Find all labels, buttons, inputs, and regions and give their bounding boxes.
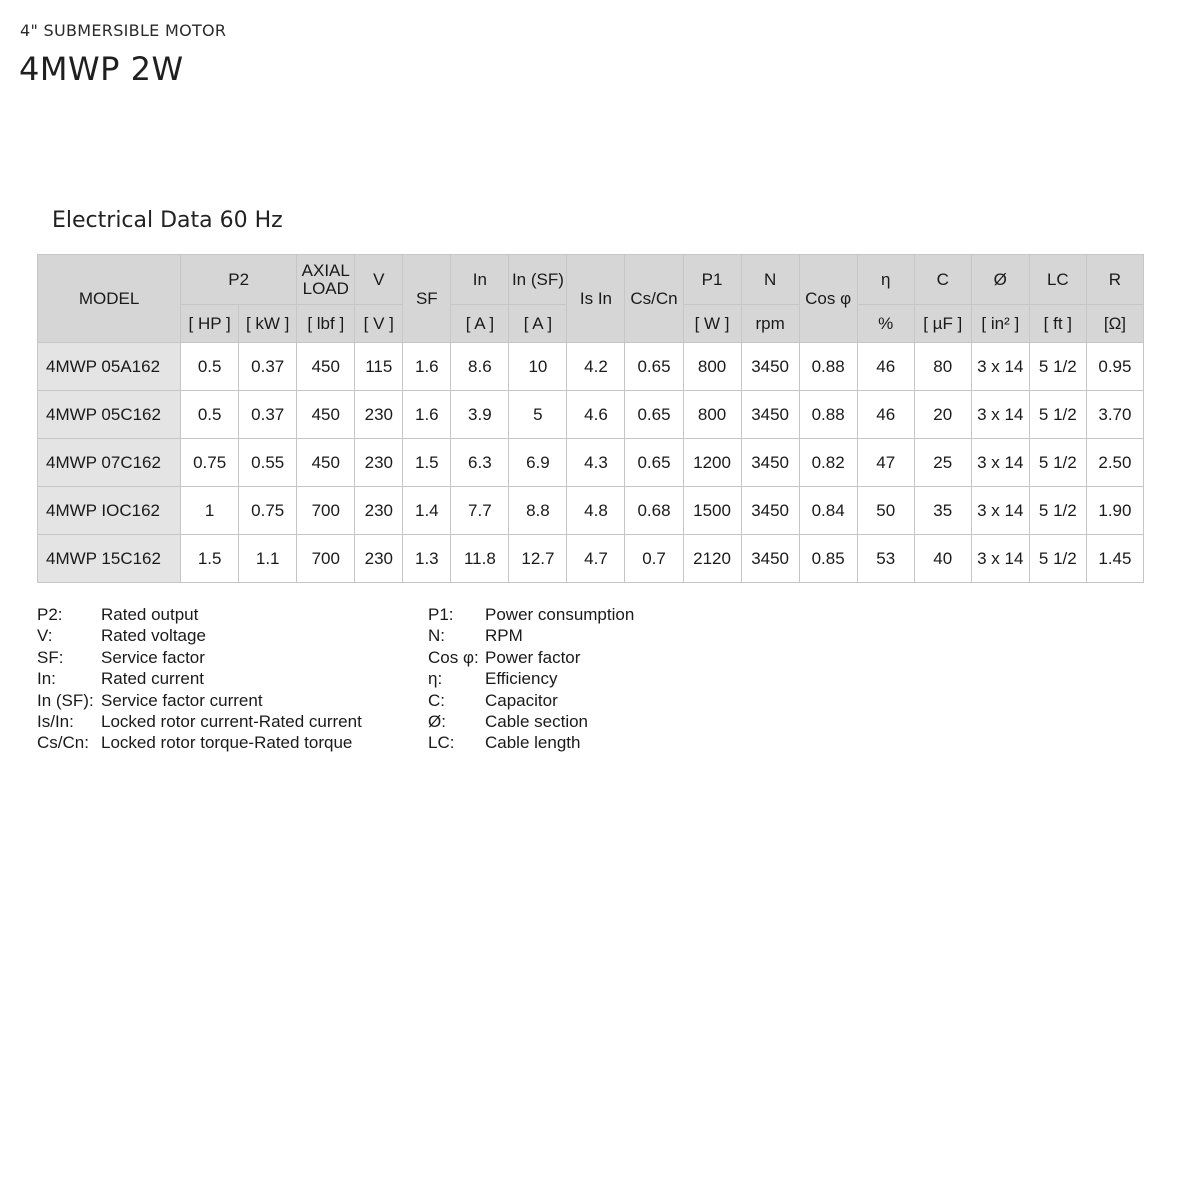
- value-cell: 1.1: [239, 535, 297, 583]
- column-unit: rpm: [741, 305, 799, 343]
- value-cell: 1.5: [181, 535, 239, 583]
- legend-description: Cable length: [485, 733, 581, 753]
- column-header-group: LC: [1029, 255, 1086, 305]
- value-cell: 35: [914, 487, 971, 535]
- value-cell: 46: [857, 391, 914, 439]
- value-cell: 12.7: [509, 535, 567, 583]
- legend-item: [428, 711, 634, 732]
- value-cell: 25: [914, 439, 971, 487]
- column-unit: [ lbf ]: [297, 305, 355, 343]
- column-unit: [ in² ]: [971, 305, 1029, 343]
- value-cell: 4.7: [567, 535, 625, 583]
- column-unit: [ A ]: [509, 305, 567, 343]
- value-cell: 3450: [741, 487, 799, 535]
- legend-item: [428, 732, 634, 753]
- value-cell: 450: [297, 439, 355, 487]
- column-unit: [ HP ]: [181, 305, 239, 343]
- column-header-group: Cos φ: [799, 255, 857, 343]
- legend-description: Efficiency: [485, 669, 558, 689]
- value-cell: 115: [355, 343, 403, 391]
- legend-item: [37, 647, 362, 668]
- value-cell: 20: [914, 391, 971, 439]
- legend-key: P2:: [37, 605, 63, 624]
- legend-key: Is/In:: [37, 711, 74, 731]
- page-title: 4MWP 2W: [19, 50, 184, 88]
- column-unit: [ kW ]: [239, 305, 297, 343]
- page-eyebrow: 4" SUBMERSIBLE MOTOR: [20, 21, 227, 40]
- column-unit: [ W ]: [683, 305, 741, 343]
- model-cell: 4MWP 05A162: [38, 343, 181, 391]
- value-cell: 11.8: [451, 535, 509, 583]
- column-header-group: C: [914, 255, 971, 305]
- value-cell: 0.84: [799, 487, 857, 535]
- legend-key: η:: [428, 669, 443, 689]
- legend-key: P1:: [428, 605, 454, 624]
- legend-description: Power factor: [485, 647, 581, 667]
- value-cell: 3 x 14: [971, 343, 1029, 391]
- value-cell: 47: [857, 439, 914, 487]
- value-cell: 0.65: [625, 343, 683, 391]
- legend-description: Power consumption: [485, 605, 635, 624]
- value-cell: 3450: [741, 391, 799, 439]
- legend-key: Cos φ:: [428, 647, 479, 667]
- value-cell: 1.6: [403, 391, 451, 439]
- value-cell: 1.3: [403, 535, 451, 583]
- column-header-group: Is In: [567, 255, 625, 343]
- header-row-labels: [38, 255, 1144, 305]
- value-cell: 40: [914, 535, 971, 583]
- value-cell: 3.9: [451, 391, 509, 439]
- column-header-group: AXIAL LOAD: [297, 255, 355, 305]
- legend-key: Cs/Cn:: [37, 733, 89, 753]
- legend-item: [428, 647, 634, 668]
- column-unit: [ ft ]: [1029, 305, 1086, 343]
- table-row: [38, 487, 1144, 535]
- column-header-group: SF: [403, 255, 451, 343]
- legend-key: In (SF):: [37, 690, 94, 710]
- legend-item: [428, 604, 634, 625]
- column-header-model: MODEL: [38, 255, 181, 343]
- table-row: [38, 391, 1144, 439]
- value-cell: 5 1/2: [1029, 487, 1086, 535]
- value-cell: 230: [355, 439, 403, 487]
- value-cell: 2120: [683, 535, 741, 583]
- model-cell: 4MWP 15C162: [38, 535, 181, 583]
- value-cell: 6.9: [509, 439, 567, 487]
- value-cell: 10: [509, 343, 567, 391]
- value-cell: 6.3: [451, 439, 509, 487]
- value-cell: 0.5: [181, 343, 239, 391]
- legend-key: N:: [428, 626, 445, 646]
- legend-description: Rated output: [101, 605, 199, 624]
- model-cell: 4MWP 05C162: [38, 391, 181, 439]
- legend-item: [37, 711, 362, 732]
- value-cell: 0.65: [625, 391, 683, 439]
- value-cell: 3.70: [1086, 391, 1143, 439]
- legend-key: V:: [37, 626, 53, 646]
- value-cell: 80: [914, 343, 971, 391]
- column-header-group: Cs/Cn: [625, 255, 683, 343]
- value-cell: 0.37: [239, 391, 297, 439]
- table-row: [38, 535, 1144, 583]
- legend-description: RPM: [485, 626, 523, 646]
- value-cell: 4.2: [567, 343, 625, 391]
- legend-description: Service factor: [101, 647, 205, 667]
- column-unit: %: [857, 305, 914, 343]
- legend-right: [428, 604, 634, 754]
- value-cell: 1.90: [1086, 487, 1143, 535]
- legend-key: SF:: [37, 647, 64, 667]
- value-cell: 230: [355, 487, 403, 535]
- value-cell: 1500: [683, 487, 741, 535]
- legend-item: [428, 690, 634, 711]
- value-cell: 0.7: [625, 535, 683, 583]
- section-title: Electrical Data 60 Hz: [52, 208, 283, 233]
- legend-left: [37, 604, 362, 754]
- value-cell: 1.5: [403, 439, 451, 487]
- legend-key: C:: [428, 690, 445, 710]
- value-cell: 1200: [683, 439, 741, 487]
- column-header-group: P2: [181, 255, 297, 305]
- value-cell: 0.95: [1086, 343, 1143, 391]
- value-cell: 230: [355, 391, 403, 439]
- value-cell: 0.82: [799, 439, 857, 487]
- column-header-group: In (SF): [509, 255, 567, 305]
- value-cell: 53: [857, 535, 914, 583]
- legend-item: [37, 690, 362, 711]
- value-cell: 3 x 14: [971, 487, 1029, 535]
- legend-key: In:: [37, 669, 56, 689]
- value-cell: 700: [297, 535, 355, 583]
- value-cell: 0.85: [799, 535, 857, 583]
- value-cell: 5 1/2: [1029, 343, 1086, 391]
- value-cell: 3450: [741, 439, 799, 487]
- legend-description: Service factor current: [101, 690, 263, 710]
- value-cell: 50: [857, 487, 914, 535]
- value-cell: 800: [683, 391, 741, 439]
- legend-description: Rated voltage: [101, 626, 206, 646]
- table-row: [38, 343, 1144, 391]
- value-cell: 4.3: [567, 439, 625, 487]
- column-header-group: R: [1086, 255, 1143, 305]
- value-cell: 800: [683, 343, 741, 391]
- value-cell: 7.7: [451, 487, 509, 535]
- value-cell: 1.45: [1086, 535, 1143, 583]
- electrical-data-table: [37, 254, 1144, 583]
- legend-description: Locked rotor torque-Rated torque: [101, 733, 353, 753]
- value-cell: 4.8: [567, 487, 625, 535]
- legend-item: [428, 668, 634, 689]
- legend-description: Capacitor: [485, 690, 558, 710]
- model-cell: 4MWP 07C162: [38, 439, 181, 487]
- value-cell: 1.6: [403, 343, 451, 391]
- legend-item: [37, 604, 362, 625]
- legend-key: Ø:: [428, 711, 446, 731]
- value-cell: 5 1/2: [1029, 439, 1086, 487]
- value-cell: 3 x 14: [971, 391, 1029, 439]
- value-cell: 5: [509, 391, 567, 439]
- column-unit: [Ω]: [1086, 305, 1143, 343]
- column-header-group: V: [355, 255, 403, 305]
- value-cell: 0.65: [625, 439, 683, 487]
- value-cell: 3450: [741, 535, 799, 583]
- value-cell: 4.6: [567, 391, 625, 439]
- column-header-group: In: [451, 255, 509, 305]
- legend-item: [37, 625, 362, 646]
- column-unit: [ µF ]: [914, 305, 971, 343]
- value-cell: 700: [297, 487, 355, 535]
- table-row: [38, 439, 1144, 487]
- value-cell: 0.68: [625, 487, 683, 535]
- column-header-group: Ø: [971, 255, 1029, 305]
- value-cell: 1: [181, 487, 239, 535]
- value-cell: 0.88: [799, 391, 857, 439]
- value-cell: 230: [355, 535, 403, 583]
- value-cell: 0.5: [181, 391, 239, 439]
- column-header-group: N: [741, 255, 799, 305]
- column-header-group: P1: [683, 255, 741, 305]
- column-header-group: η: [857, 255, 914, 305]
- value-cell: 1.4: [403, 487, 451, 535]
- value-cell: 0.88: [799, 343, 857, 391]
- value-cell: 0.75: [239, 487, 297, 535]
- value-cell: 3 x 14: [971, 439, 1029, 487]
- model-cell: 4MWP IOC162: [38, 487, 181, 535]
- value-cell: 0.37: [239, 343, 297, 391]
- legend-description: Rated current: [101, 669, 204, 689]
- value-cell: 8.6: [451, 343, 509, 391]
- value-cell: 450: [297, 343, 355, 391]
- value-cell: 46: [857, 343, 914, 391]
- value-cell: 2.50: [1086, 439, 1143, 487]
- legend-item: [37, 668, 362, 689]
- column-unit: [ V ]: [355, 305, 403, 343]
- value-cell: 0.55: [239, 439, 297, 487]
- column-unit: [ A ]: [451, 305, 509, 343]
- value-cell: 5 1/2: [1029, 391, 1086, 439]
- legend-key: LC:: [428, 733, 455, 753]
- legend-item: [428, 625, 634, 646]
- value-cell: 3450: [741, 343, 799, 391]
- legend-item: [37, 732, 362, 753]
- legend-description: Locked rotor current-Rated current: [101, 711, 362, 731]
- value-cell: 5 1/2: [1029, 535, 1086, 583]
- value-cell: 8.8: [509, 487, 567, 535]
- legend-description: Cable section: [485, 711, 589, 731]
- value-cell: 3 x 14: [971, 535, 1029, 583]
- value-cell: 450: [297, 391, 355, 439]
- value-cell: 0.75: [181, 439, 239, 487]
